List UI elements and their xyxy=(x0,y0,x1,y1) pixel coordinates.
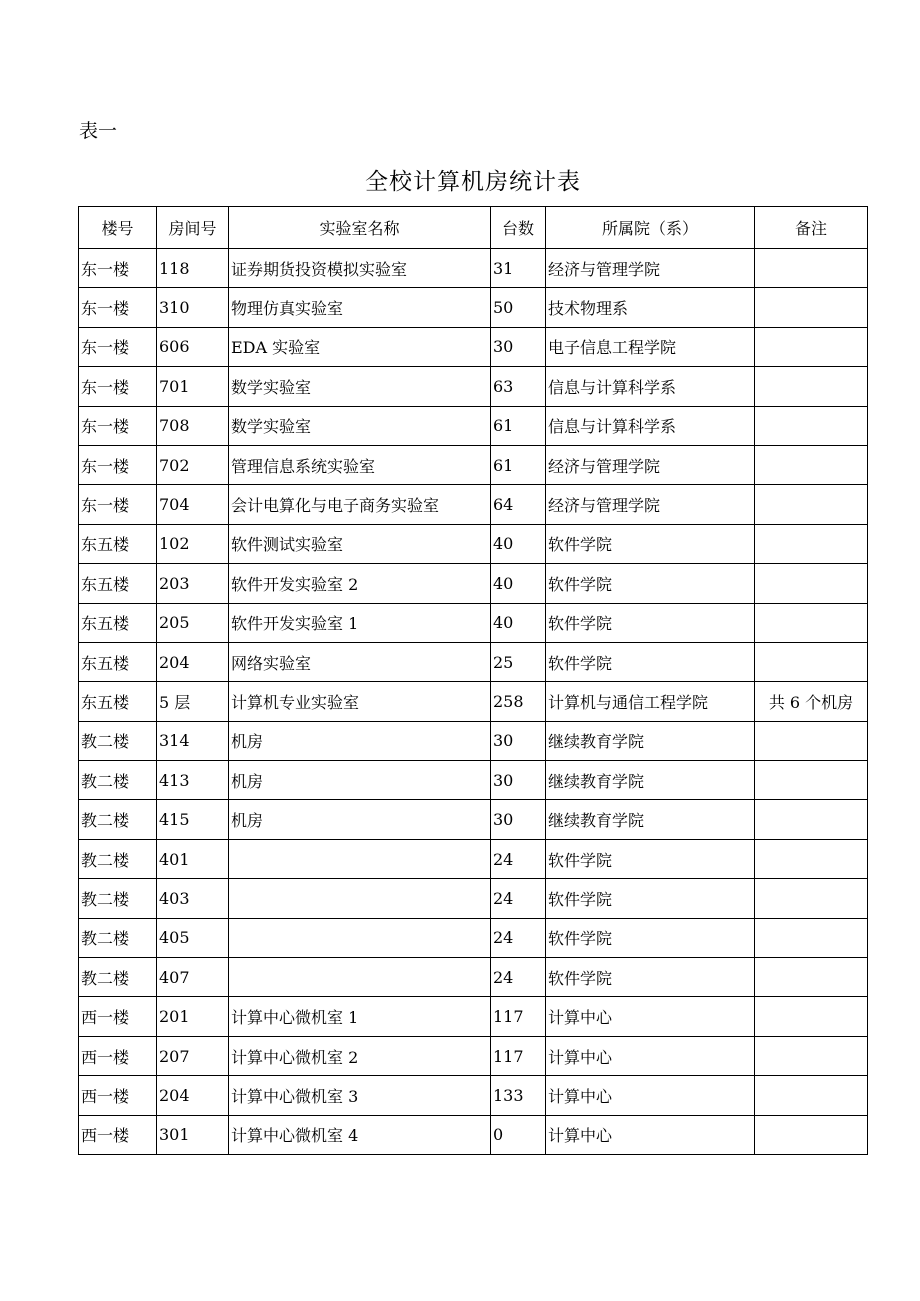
cell-building: 教二楼 xyxy=(79,800,157,839)
cell-room: 415 xyxy=(157,800,229,839)
cell-building: 东一楼 xyxy=(79,445,157,484)
cell-count: 61 xyxy=(491,406,546,445)
cell-count: 24 xyxy=(491,958,546,997)
cell-dept: 信息与计算科学系 xyxy=(546,367,755,406)
table-row xyxy=(79,879,868,918)
cell-room: 413 xyxy=(157,761,229,800)
cell-dept: 电子信息工程学院 xyxy=(546,327,755,366)
cell-lab: 计算中心微机室 2 xyxy=(229,1036,491,1075)
cell-lab: 网络实验室 xyxy=(229,642,491,681)
cell-dept: 软件学院 xyxy=(546,839,755,878)
cell-building: 东五楼 xyxy=(79,603,157,642)
cell-dept: 信息与计算科学系 xyxy=(546,406,755,445)
cell-count: 31 xyxy=(491,249,546,288)
cell-dept: 经济与管理学院 xyxy=(546,445,755,484)
table-row xyxy=(79,367,868,406)
cell-dept: 软件学院 xyxy=(546,524,755,563)
table-row xyxy=(79,406,868,445)
cell-note xyxy=(755,1036,868,1075)
cell-count: 117 xyxy=(491,997,546,1036)
cell-dept: 计算中心 xyxy=(546,1115,755,1154)
cell-lab: 计算中心微机室 1 xyxy=(229,997,491,1036)
cell-count: 0 xyxy=(491,1115,546,1154)
cell-lab: 计算中心微机室 3 xyxy=(229,1076,491,1115)
cell-room: 118 xyxy=(157,249,229,288)
cell-room: 207 xyxy=(157,1036,229,1075)
cell-building: 东一楼 xyxy=(79,485,157,524)
cell-dept: 计算中心 xyxy=(546,1076,755,1115)
cell-building: 教二楼 xyxy=(79,721,157,760)
table-row xyxy=(79,524,868,563)
cell-note xyxy=(755,918,868,957)
cell-building: 东五楼 xyxy=(79,642,157,681)
cell-note xyxy=(755,603,868,642)
cell-building: 西一楼 xyxy=(79,1115,157,1154)
table-row xyxy=(79,800,868,839)
cell-room: 201 xyxy=(157,997,229,1036)
cell-room: 314 xyxy=(157,721,229,760)
cell-note: 共 6 个机房 xyxy=(755,682,868,721)
cell-room: 701 xyxy=(157,367,229,406)
cell-room: 403 xyxy=(157,879,229,918)
cell-building: 东五楼 xyxy=(79,682,157,721)
cell-count: 24 xyxy=(491,918,546,957)
cell-note xyxy=(755,839,868,878)
cell-dept: 经济与管理学院 xyxy=(546,249,755,288)
cell-building: 教二楼 xyxy=(79,761,157,800)
cell-building: 东一楼 xyxy=(79,288,157,327)
cell-building: 教二楼 xyxy=(79,839,157,878)
cell-count: 64 xyxy=(491,485,546,524)
table-row xyxy=(79,721,868,760)
cell-building: 教二楼 xyxy=(79,958,157,997)
header-room: 房间号 xyxy=(157,207,229,249)
cell-room: 401 xyxy=(157,839,229,878)
header-row xyxy=(79,207,868,249)
cell-room: 301 xyxy=(157,1115,229,1154)
cell-building: 教二楼 xyxy=(79,918,157,957)
cell-dept: 软件学院 xyxy=(546,918,755,957)
cell-note xyxy=(755,761,868,800)
cell-lab: 数学实验室 xyxy=(229,367,491,406)
table-label: 表一 xyxy=(79,120,118,142)
cell-note xyxy=(755,721,868,760)
cell-note xyxy=(755,367,868,406)
table-row xyxy=(79,918,868,957)
cell-lab xyxy=(229,879,491,918)
cell-count: 25 xyxy=(491,642,546,681)
cell-dept: 继续教育学院 xyxy=(546,721,755,760)
cell-dept: 软件学院 xyxy=(546,603,755,642)
cell-count: 30 xyxy=(491,327,546,366)
cell-count: 24 xyxy=(491,879,546,918)
cell-note xyxy=(755,249,868,288)
table-row xyxy=(79,958,868,997)
cell-count: 30 xyxy=(491,761,546,800)
table-row xyxy=(79,682,868,721)
cell-dept: 计算中心 xyxy=(546,1036,755,1075)
cell-note xyxy=(755,524,868,563)
cell-lab: 数学实验室 xyxy=(229,406,491,445)
cell-room: 205 xyxy=(157,603,229,642)
header-dept: 所属院（系） xyxy=(546,207,755,249)
cell-room: 606 xyxy=(157,327,229,366)
cell-building: 西一楼 xyxy=(79,1076,157,1115)
cell-room: 704 xyxy=(157,485,229,524)
cell-building: 东一楼 xyxy=(79,406,157,445)
cell-dept: 软件学院 xyxy=(546,564,755,603)
cell-note xyxy=(755,800,868,839)
cell-room: 405 xyxy=(157,918,229,957)
cell-count: 63 xyxy=(491,367,546,406)
cell-dept: 软件学院 xyxy=(546,642,755,681)
table-row xyxy=(79,1036,868,1075)
cell-dept: 软件学院 xyxy=(546,958,755,997)
cell-count: 61 xyxy=(491,445,546,484)
cell-building: 东五楼 xyxy=(79,564,157,603)
cell-lab: 软件测试实验室 xyxy=(229,524,491,563)
cell-dept: 计算中心 xyxy=(546,997,755,1036)
cell-note xyxy=(755,1115,868,1154)
table-header xyxy=(79,207,868,249)
table-row xyxy=(79,642,868,681)
cell-lab: 管理信息系统实验室 xyxy=(229,445,491,484)
cell-lab: 证券期货投资模拟实验室 xyxy=(229,249,491,288)
table-row xyxy=(79,485,868,524)
cell-note xyxy=(755,327,868,366)
cell-note xyxy=(755,564,868,603)
cell-lab: 软件开发实验室 1 xyxy=(229,603,491,642)
cell-building: 东一楼 xyxy=(79,249,157,288)
table-row xyxy=(79,603,868,642)
table-row xyxy=(79,288,868,327)
cell-note xyxy=(755,642,868,681)
cell-room: 407 xyxy=(157,958,229,997)
table-row xyxy=(79,564,868,603)
cell-room: 5 层 xyxy=(157,682,229,721)
computer-room-table xyxy=(78,206,868,1155)
cell-lab: 计算机专业实验室 xyxy=(229,682,491,721)
cell-dept: 技术物理系 xyxy=(546,288,755,327)
cell-building: 西一楼 xyxy=(79,997,157,1036)
cell-lab xyxy=(229,918,491,957)
cell-room: 204 xyxy=(157,1076,229,1115)
cell-building: 教二楼 xyxy=(79,879,157,918)
cell-dept: 继续教育学院 xyxy=(546,800,755,839)
cell-lab: 软件开发实验室 2 xyxy=(229,564,491,603)
cell-room: 204 xyxy=(157,642,229,681)
cell-room: 708 xyxy=(157,406,229,445)
cell-lab xyxy=(229,958,491,997)
cell-count: 30 xyxy=(491,721,546,760)
cell-count: 50 xyxy=(491,288,546,327)
cell-note xyxy=(755,288,868,327)
header-count: 台数 xyxy=(491,207,546,249)
cell-dept: 计算机与通信工程学院 xyxy=(546,682,755,721)
table-row xyxy=(79,997,868,1036)
cell-lab: 机房 xyxy=(229,721,491,760)
header-lab: 实验室名称 xyxy=(229,207,491,249)
cell-note xyxy=(755,445,868,484)
cell-count: 40 xyxy=(491,524,546,563)
cell-lab: 会计电算化与电子商务实验室 xyxy=(229,485,491,524)
cell-room: 102 xyxy=(157,524,229,563)
table-row xyxy=(79,327,868,366)
table-row xyxy=(79,249,868,288)
cell-count: 258 xyxy=(491,682,546,721)
cell-dept: 经济与管理学院 xyxy=(546,485,755,524)
cell-building: 东一楼 xyxy=(79,327,157,366)
cell-lab: 机房 xyxy=(229,761,491,800)
cell-note xyxy=(755,485,868,524)
cell-room: 203 xyxy=(157,564,229,603)
document-title: 全校计算机房统计表 xyxy=(365,169,581,195)
cell-building: 东五楼 xyxy=(79,524,157,563)
cell-building: 西一楼 xyxy=(79,1036,157,1075)
cell-note xyxy=(755,879,868,918)
table-row xyxy=(79,445,868,484)
cell-room: 702 xyxy=(157,445,229,484)
cell-dept: 继续教育学院 xyxy=(546,761,755,800)
header-building: 楼号 xyxy=(79,207,157,249)
cell-lab: 计算中心微机室 4 xyxy=(229,1115,491,1154)
table-row xyxy=(79,761,868,800)
cell-count: 40 xyxy=(491,564,546,603)
cell-room: 310 xyxy=(157,288,229,327)
header-note: 备注 xyxy=(755,207,868,249)
table-row xyxy=(79,1076,868,1115)
cell-building: 东一楼 xyxy=(79,367,157,406)
cell-count: 133 xyxy=(491,1076,546,1115)
cell-lab: EDA 实验室 xyxy=(229,327,491,366)
table-row xyxy=(79,839,868,878)
cell-lab xyxy=(229,839,491,878)
cell-note xyxy=(755,997,868,1036)
cell-lab: 物理仿真实验室 xyxy=(229,288,491,327)
table-body xyxy=(79,249,868,1155)
cell-count: 117 xyxy=(491,1036,546,1075)
cell-count: 30 xyxy=(491,800,546,839)
cell-count: 40 xyxy=(491,603,546,642)
cell-count: 24 xyxy=(491,839,546,878)
table-row xyxy=(79,1115,868,1154)
cell-note xyxy=(755,1076,868,1115)
cell-lab: 机房 xyxy=(229,800,491,839)
cell-note xyxy=(755,406,868,445)
cell-dept: 软件学院 xyxy=(546,879,755,918)
cell-note xyxy=(755,958,868,997)
